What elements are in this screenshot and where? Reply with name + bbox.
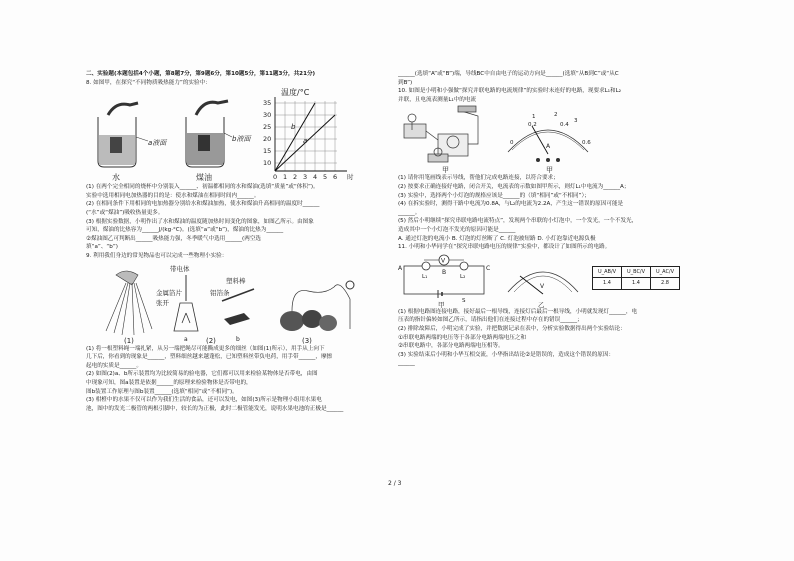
open-label: 张开 bbox=[156, 298, 169, 307]
ammeter-unit: A bbox=[546, 143, 551, 151]
fig-yi-label: 乙 bbox=[538, 300, 545, 308]
q8-line: 实验中选用相同电加热器的目的是：使水和煤油在相同时间内______。 bbox=[86, 192, 260, 199]
al-foil-label: 铝箔条 bbox=[210, 288, 230, 297]
fig2-label: (2) bbox=[206, 336, 216, 345]
right-column bbox=[398, 70, 718, 368]
ammeter-tick-0.2: 0.2 bbox=[528, 122, 537, 129]
lamp-L1: L₁ bbox=[422, 273, 428, 280]
left-column bbox=[86, 70, 386, 413]
graph-grid bbox=[275, 101, 337, 171]
graph-xlabel: 时 bbox=[347, 173, 354, 182]
q9-line: 池，图中的发光二极管的两根引脚中，较长的为正极，此时二极管能发光，说明水果电池的正极是______ bbox=[86, 405, 344, 412]
temperature-graph bbox=[261, 87, 371, 183]
xtick-6: 6 bbox=[333, 173, 338, 182]
table-header-uac: U_AC/V bbox=[651, 266, 680, 278]
ytick-10: 10 bbox=[263, 159, 272, 168]
xtick-5: 5 bbox=[323, 173, 328, 182]
fig3-fruit-battery bbox=[280, 281, 354, 345]
line-b-label: b bbox=[291, 123, 296, 132]
ammeter-tick-1: 1 bbox=[532, 114, 536, 121]
ammeter-tick-2: 2 bbox=[554, 112, 558, 119]
q9-line: 几下后，你看到的现象是______，塑料细丝越来越蓬松，已知塑料丝带负电荷，用手带______，摩擦 bbox=[86, 354, 333, 361]
section-title: 二、实验题(本题包括4个小题，第8题7分，第9题6分，第10题5分，第11题3分，共21分) bbox=[86, 71, 316, 77]
ammeter-tick-0: 0 bbox=[510, 140, 514, 147]
xtick-1: 1 bbox=[283, 173, 288, 182]
x-tick-labels bbox=[273, 172, 354, 181]
q11-figures bbox=[398, 252, 718, 308]
q10-line: ______。 bbox=[398, 209, 421, 216]
water-beaker bbox=[98, 103, 168, 167]
ammeter-tick-0.6: 0.6 bbox=[582, 140, 591, 147]
q11-line: (2) 排除故障后，小明完成了实验，并把数据记录在表中，分析实验数据得出两个实验结论： bbox=[398, 325, 626, 332]
table-row bbox=[593, 278, 680, 290]
xtick-4: 4 bbox=[313, 173, 318, 182]
q8-line: 填“a”、“b”) bbox=[86, 244, 118, 251]
fig2-electroscopes bbox=[156, 264, 254, 345]
q10-line: (2) 按要求正确连接好电路，闭合开关，电流表的示数如图甲所示，则灯L₁中电流为______A； bbox=[398, 183, 630, 190]
q11-line: ②串联电路中，各部分电路两端电压相等。 bbox=[398, 343, 504, 350]
q11-line: (3) 实验结束后小明和小华互相交流，小华指出结论②是错误的，造成这个错误的原因： bbox=[398, 351, 615, 358]
q9-figures bbox=[86, 261, 386, 345]
page-number: 2 / 3 bbox=[388, 480, 402, 487]
fig2a-letter: a bbox=[184, 335, 188, 343]
ammeter-tick-0.4: 0.4 bbox=[560, 122, 569, 129]
question-8-heading: 8. 如图甲，在探究“不同物质吸热能力”的实验中： bbox=[86, 79, 211, 86]
charged-body-label: 带电体 bbox=[170, 264, 190, 273]
question-11-heading: 11. 小明和小华同学在“探究串联电路电压的规律”实验中，都设计了如图所示的电路。 bbox=[398, 244, 611, 251]
node-B: B bbox=[442, 268, 447, 276]
voltmeter-dial-V: V bbox=[540, 282, 545, 290]
fig-jia-label-right: 甲 bbox=[546, 166, 553, 175]
q10-line: (5) 然后小明继续“探究串联电路电流特点”，发现两个串联的小灯泡中，一个发光，一个不发光， bbox=[398, 218, 638, 225]
q9-line: 中现象可知，图a装置是依据______的原理来检验物体是否带电的， bbox=[86, 379, 252, 386]
q9-line: 起电的实质是______。 bbox=[86, 362, 142, 369]
node-C: C bbox=[486, 264, 491, 272]
q10-options: A. 通过灯泡的电流小 B. 灯泡的灯丝断了 C. 灯泡被短路 D. 小灯泡靠近电源负极 bbox=[398, 235, 596, 242]
carryover-line: ______(选填“A”或“B”)端，导线BC中自由电子的运动方向是______(选填“从B到C”或“从C bbox=[398, 71, 619, 77]
q8-line: 可知，煤油的比热容为______J/(kg·°C)。(选填“a”或“b”)，煤油的比热为______ bbox=[86, 227, 284, 234]
fig2b-letter: b bbox=[236, 335, 240, 343]
q10-line: 造成其中一个小灯泡不发光的原因可能是______ bbox=[398, 226, 516, 233]
beakers-figure bbox=[86, 87, 261, 183]
voltage-table bbox=[592, 266, 680, 290]
q8-line: (2) 在相同条件下用相同的电加热器分别给水和煤油加热，使水和煤油升高相同的温度时______ bbox=[86, 201, 320, 208]
question-8-figures bbox=[86, 87, 386, 183]
q9-line: (3) 柑橙中的水果不仅可以作为我们生活的食品，还可以发电，如图(3)所示是物理小组用水果电 bbox=[86, 397, 322, 404]
table-cell-uac: 2.8 bbox=[651, 278, 680, 290]
table-header-uab: U_AB/V bbox=[593, 266, 622, 278]
fig3-label: (3) bbox=[302, 336, 312, 345]
table-header-row bbox=[593, 266, 680, 278]
q8-line: (1) 在两个完全相同的烧杯中分别装入______、初温都相同的水和煤油(选填“质量”或“体积”)。 bbox=[86, 184, 319, 191]
lamp-L2: L₂ bbox=[460, 273, 466, 280]
voltmeter-symbol: V bbox=[441, 257, 446, 265]
fig-jia-label-left: 甲 bbox=[442, 166, 449, 175]
metal-foil-label: 金属箔片 bbox=[156, 288, 182, 297]
ytick-20: 20 bbox=[263, 135, 272, 144]
ytick-30: 30 bbox=[263, 111, 272, 120]
ammeter-tick-3: 3 bbox=[574, 118, 578, 125]
switch-S: S bbox=[462, 297, 466, 304]
b-surface-label: b液面 bbox=[232, 135, 251, 144]
plastic-rod-label: 塑料棒 bbox=[226, 276, 246, 285]
series-circuit-diagram bbox=[398, 252, 498, 308]
graph-ylabel: 温度/°C bbox=[281, 88, 310, 98]
q9-line: 图b装置工作原理与图b装置______(选填“相同”或“不相同”)。 bbox=[86, 388, 238, 395]
q9-line: (2) 如图(2)a、b所示装置均为比较简易的验电器，它们都可以用来检验某物体是否带电，由图 bbox=[86, 371, 318, 378]
table-header-ubc: U_BC/V bbox=[622, 266, 651, 278]
q11-line: 压表的指针偏转如图乙所示，请指出他们在连接过程中存在的错误______； bbox=[398, 317, 583, 324]
xtick-2: 2 bbox=[293, 173, 298, 182]
kerosene-beaker bbox=[186, 101, 252, 167]
kerosene-label: 煤油 bbox=[196, 173, 212, 183]
ammeter-face bbox=[508, 112, 591, 162]
line-a-label: a bbox=[303, 137, 308, 146]
question-10-subheading: 并联，且电流表测量L₁中的电流 bbox=[398, 96, 477, 103]
question-9-heading: 9. 利用我们身边的常见物品也可以完成一些物理小实验： bbox=[86, 252, 228, 259]
y-tick-labels bbox=[263, 99, 271, 167]
q11-line: ______ bbox=[398, 360, 415, 367]
xtick-3: 3 bbox=[303, 173, 308, 182]
table-cell-ubc: 1.4 bbox=[622, 278, 651, 290]
xtick-0: 0 bbox=[273, 173, 278, 182]
q8-line: (3) 根据实验数据，小明作出了水和煤油的温度随加热时间变化的图象，如图乙所示。由图象 bbox=[86, 218, 314, 225]
table-cell-uab: 1.4 bbox=[593, 278, 622, 290]
ytick-25: 25 bbox=[263, 123, 272, 132]
q9-line: (1) 将一根塑料绳一端扎紧，从另一端把绳尽可能撕成更多的细丝（如图(1)所示），用手从上向下 bbox=[86, 345, 325, 352]
node-A: A bbox=[398, 264, 403, 272]
ytick-35: 35 bbox=[263, 99, 272, 108]
q8-line: (“水”或“煤油”)吸收热量更多。 bbox=[86, 209, 164, 216]
fig1-label: (1) bbox=[124, 336, 134, 345]
q10-line: (1) 请你用笔画线表示导线，帮他们完成电路连接，以符合要求； bbox=[398, 175, 559, 182]
q10-line: (4) 在拆实验时，测得干路中电流为0.8A，与L₂的电流为2.2A，产生这一错误的原因可能是 bbox=[398, 201, 624, 208]
voltmeter-dial bbox=[498, 252, 588, 308]
fig-jia-label-circuit: 甲 bbox=[438, 300, 445, 308]
q11-line: (1) 根据电路图连接电路，接好最后一根导线，连接灯后最后一根导线，小明就发现灯______，电 bbox=[398, 308, 638, 315]
parallel-circuit-kit bbox=[404, 106, 478, 162]
question-10-heading: 10. 如图是小明和小强做“探究并联电路的电流规律”的实验时未连好的电路，现要求L₁和L₂ bbox=[398, 88, 621, 95]
a-surface-label: a液面 bbox=[148, 139, 167, 148]
q10-line: (3) 实验中，选择两个小灯泡的规格应该是______的（填“相同”或“不相同”）； bbox=[398, 192, 590, 199]
q10-figures bbox=[398, 104, 718, 174]
q11-line: ①串联电路两端的电压等于各部分电路两端电压之和 bbox=[398, 334, 527, 341]
fig1-plastic-strands bbox=[106, 271, 152, 335]
q8-line: ②煤油图乙可判断出______吸热能力强，冬季暖气中选用______(两空选 bbox=[86, 235, 262, 242]
water-label: 水 bbox=[112, 173, 120, 183]
carryover-line: 到B”) bbox=[398, 79, 413, 86]
ytick-15: 15 bbox=[263, 147, 272, 156]
